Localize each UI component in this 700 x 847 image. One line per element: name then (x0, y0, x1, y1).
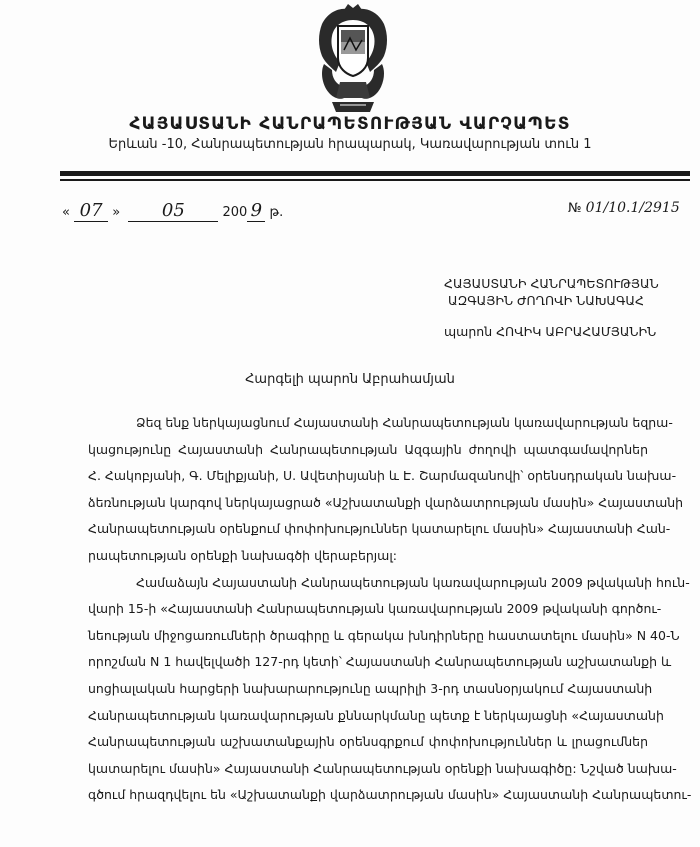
letter-number (568, 200, 680, 216)
header-rule-thick (60, 171, 690, 176)
letter-body (88, 410, 692, 809)
recipient-block (444, 275, 659, 340)
date-open-quote: « (62, 205, 70, 220)
body-line: ձեռնության կարգով ներկայացրած «Աշխատանքի վարձատրության մասին» Հայաստանի (88, 494, 684, 510)
body-line: րապետության օրենքի նախագծի վերաբերյալ: (88, 547, 397, 563)
date-year-digit: 9 (247, 200, 265, 222)
date-day: 07 (74, 200, 108, 222)
office-title: ՀԱՅԱՍՏԱՆԻ ՀԱՆՐԱՊԵՏՈՒԹՅԱՆ ՎԱՐՉԱՊԵՏ (129, 114, 571, 134)
body-line: սոցիալական հարցերի նախարարությունը ապրիլի 3-րդ տասնօրյակում Հայաստանի (88, 680, 653, 696)
body-line: կացությունը Հայաստանի Հանրապետության Ազգային ժողովի պատգամավորներ (88, 441, 648, 457)
number-label: № (568, 201, 582, 216)
date-close-quote: » (112, 205, 121, 220)
body-line: Հանրապետության օրենքում փոփոխություններ կատարելու մասին» Հայաստանի Հան- (88, 521, 671, 537)
date-year-suffix: թ. (269, 205, 284, 220)
number-value: 01/10.1/2915 (585, 200, 680, 216)
date-year-prefix: 200 (222, 205, 248, 220)
body-line: Հանրապետության աշխատանքային օրենսգրքում փոփոխություններ և լրացումներ (88, 734, 648, 750)
body-line: Ձեզ ենք ներկայացնում Հայաստանի Հանրապետության կառավարության եզրա- (136, 415, 673, 430)
body-line: որոշման N 1 հավելվածի 127-րդ կետի՝ Հայաստանի Հանրապետության աշխատանքի և (88, 654, 672, 670)
body-line: կատարելու մասին» Հայաստանի Հանրապետության օրենքի նախագիծը: Նշված նախա- (88, 760, 677, 776)
office-address: Երևան -10, Հանրապետության հրապարակ, Կառավարության տուն 1 (108, 137, 592, 152)
recipient-line-3: պարոն ՀՈՎԻԿ ԱԲՐԱՀԱՄՅԱՆԻՆ (444, 324, 657, 339)
header-rule-thin (60, 179, 690, 181)
recipient-line-1: ՀԱՅԱՍՏԱՆԻ ՀԱՆՐԱՊԵՏՈՒԹՅԱՆ (444, 276, 659, 291)
body-line: վարի 15-ի «Հայաստանի Հանրապետության կառավարության 2009 թվականի գործու- (88, 601, 662, 617)
body-line: Համաձայն Հայաստանի Հանրապետության կառավարության 2009 թվականի հուն- (136, 574, 690, 590)
body-line: նեության միջոցառումների ծրագիրը և գերակա խնդիրները հաստատելու մասին» N 40-Ն (88, 627, 680, 643)
date-month: 05 (128, 200, 218, 222)
body-line: գծում հրազդվելու են «Աշխատանքի վարձատրության մասին» Հայաստանի Հանրապետու- (88, 787, 692, 803)
greeting: Հարգելի պարոն Աբրահամյան (245, 372, 455, 387)
body-line: Հանրապետության կառավարության քննարկմանը պետք է ներկայացնի «Հայաստանի (88, 707, 664, 723)
letter-date (62, 200, 283, 222)
coat-of-arms-emblem (310, 2, 396, 114)
recipient-line-2: ԱԶԳԱՅԻՆ ԺՈՂՈՎԻ ՆԱԽԱԳԱՀ (448, 293, 644, 308)
body-line: Հ. Հակոբյանի, Գ. Մելիքյանի, Ս. Ավետիսյանի և Է. Շարմազանովի՝ օրենսդրական նախա- (88, 468, 677, 484)
